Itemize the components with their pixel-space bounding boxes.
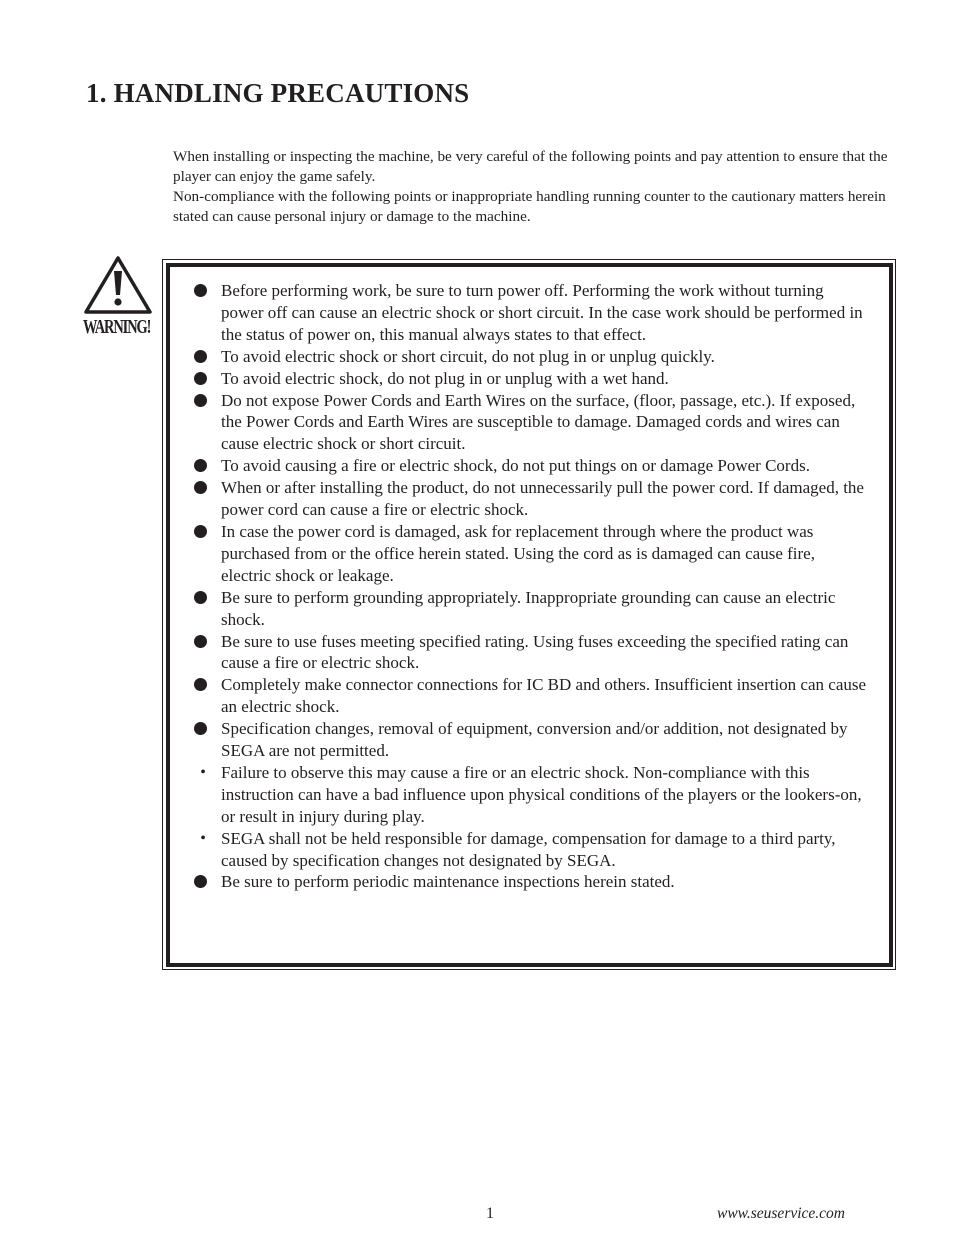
warning-list-item [188,455,868,477]
warning-item-text: To avoid causing a fire or electric shock, do not put things on or damage Power Cords. [221,456,810,476]
warning-list-item [188,346,868,368]
warning-item-text: Do not expose Power Cords and Earth Wires on the surface, (floor, passage, etc.). If exposed, the Power Cords and Earth Wires are susceptible to damage. Damaged cords and wires can cause electric shock or short circuit. [221,390,856,454]
footer-url: www.seuservice.com [717,1205,845,1222]
bullet-dot-icon [188,718,212,741]
warning-list-item [188,631,868,675]
warning-item-text: Completely make connector connections for IC BD and others. Insufficient insertion can cause an electric shock. [221,675,867,717]
page-title: 1. HANDLING PRECAUTIONS [86,78,470,108]
intro-paragraph: When installing or inspecting the machine, be very careful of the following points and pay attention to ensure that the player can enjoy the game safely. [173,148,888,185]
warning-list-item [188,587,868,631]
warning-item-text: SEGA shall not be held responsible for damage, compensation for damage to a third party, caused by specification changes not designated by SEGA. [221,828,836,870]
bullet-dot-icon [188,280,212,303]
warning-item-text: To avoid electric shock or short circuit, do not plug in or unplug quickly. [221,346,715,366]
warning-triangle-icon [83,255,153,345]
intro-paragraph: Non-compliance with the following points or inappropriate handling running counter to the cautionary matters herein stated can cause personal injury or damage to the machine. [173,188,886,225]
warning-item-text: Specification changes, removal of equipment, conversion and/or addition, not designated by SEGA are not permitted. [221,719,848,761]
bullet-dot-icon [188,871,212,894]
bullet-dot-icon [188,455,212,478]
warning-list-item [188,674,868,718]
warning-item-text: Be sure to perform periodic maintenance inspections herein stated. [221,872,675,892]
warning-list-item [188,871,868,893]
warning-item-text: In case the power cord is damaged, ask for replacement through where the product was purchased from or the office herein stated. Using the cord as is damaged can cause fire, electric shock or leakage. [221,521,815,585]
warning-item-text: Be sure to use fuses meeting specified rating. Using fuses exceeding the specified rating can cause a fire or electric shock. [221,631,849,673]
warning-label: WARNING! [83,316,151,338]
warning-triangle-graphic [83,255,153,317]
warning-list-item [188,718,868,762]
bullet-dot-icon [188,587,212,610]
bullet-dot-icon [188,521,212,544]
warning-list-item [188,828,868,872]
warning-list-item [188,390,868,456]
warning-item-text: Failure to observe this may cause a fire or an electric shock. Non-compliance with this instruction can have a bad influence upon physical conditions of the players or the lookers-on, or result in injury during play. [221,762,862,826]
bullet-dot-icon [188,631,212,654]
warning-list-item [188,521,868,587]
warning-item-text: When or after installing the product, do not unnecessarily pull the power cord. If damaged, the power cord can cause a fire or electric shock. [221,478,864,520]
sub-bullet-icon: • [200,829,206,847]
warning-item-text: To avoid electric shock, do not plug in or unplug with a wet hand. [221,368,669,388]
bullet-dot-icon [188,390,212,413]
warning-item-text: Be sure to perform grounding appropriately. Inappropriate grounding can cause an electric shock. [221,587,836,629]
bullet-dot-icon [188,477,212,500]
warning-item-text: Before performing work, be sure to turn power off. Performing the work without turning power off can cause an electric shock or short circuit. In the case work should be performed in the status of power on, this manual always states to that effect. [221,281,863,344]
warning-list-item [188,368,868,390]
warning-list-item [188,280,868,346]
warning-list-item [188,762,868,828]
sub-bullet-icon: • [200,763,206,781]
warning-list-item [188,477,868,521]
warning-list [188,280,868,893]
intro-text [173,147,893,227]
page-number: 1 [486,1205,494,1222]
bullet-dot-icon [188,346,212,369]
bullet-dot-icon [188,674,212,697]
bullet-dot-icon [188,368,212,391]
